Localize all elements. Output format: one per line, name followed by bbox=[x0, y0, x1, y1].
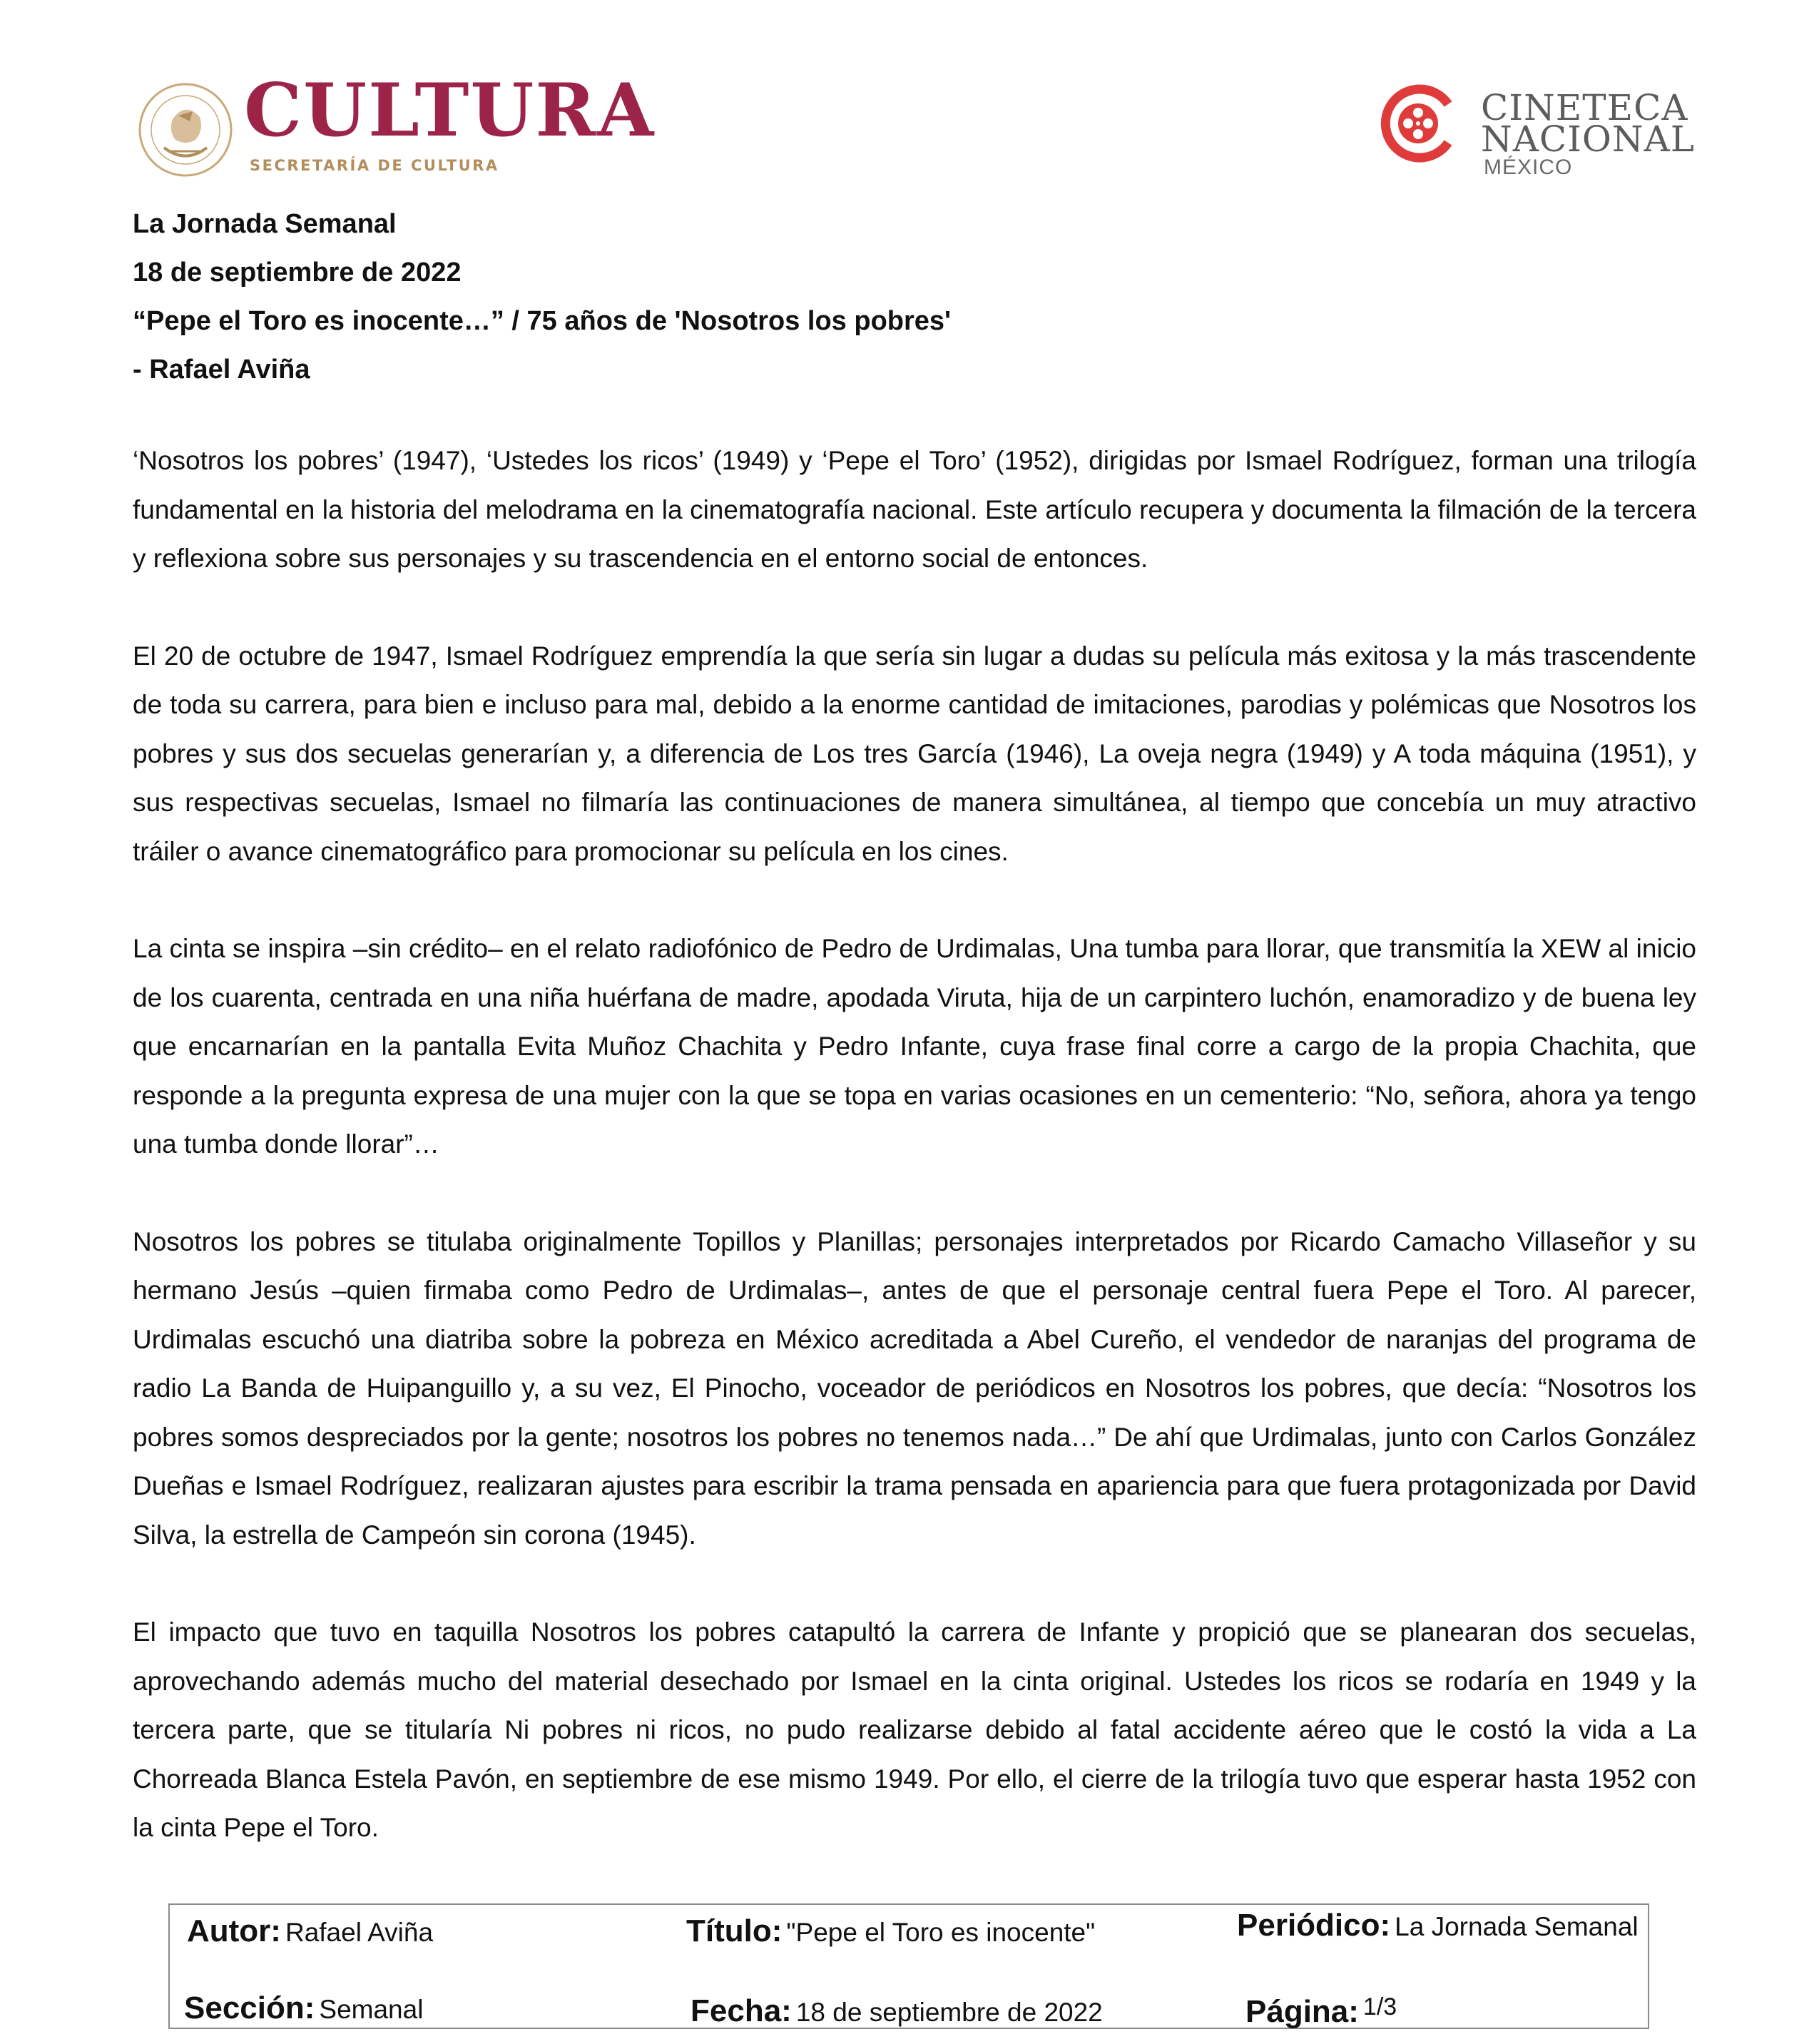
cultura-logo bbox=[136, 68, 656, 187]
seccion-value: Semanal bbox=[319, 1995, 424, 2024]
film-reel-icon bbox=[1377, 84, 1455, 163]
titulo-field bbox=[686, 1913, 1095, 1949]
pagina-label: Página: bbox=[1245, 1994, 1359, 2029]
article-body bbox=[133, 437, 1696, 1901]
publication-name: La Jornada Semanal bbox=[133, 209, 397, 239]
seccion-field bbox=[184, 1990, 423, 2026]
mexican-seal-icon bbox=[136, 80, 235, 180]
titulo-label: Título: bbox=[686, 1913, 783, 1948]
autor-value: Rafael Aviña bbox=[285, 1918, 434, 1947]
cultura-subtitle: SECRETARÍA DE CULTURA bbox=[250, 157, 499, 174]
article-meta bbox=[133, 200, 951, 394]
publication-date: 18 de septiembre de 2022 bbox=[133, 258, 462, 288]
article-author: - Rafael Aviña bbox=[133, 355, 310, 385]
cineteca-word: CINETECA bbox=[1481, 87, 1688, 128]
titulo-value: "Pepe el Toro es inocente" bbox=[786, 1918, 1096, 1947]
seccion-label: Sección: bbox=[184, 1990, 315, 2025]
autor-label: Autor: bbox=[187, 1913, 281, 1948]
nacional-word: NACIONAL bbox=[1481, 118, 1695, 160]
autor-field bbox=[187, 1913, 433, 1949]
periodico-field bbox=[1237, 1908, 1639, 1943]
pagina-value: 1/3 bbox=[1362, 1993, 1397, 2020]
citation-box bbox=[168, 1903, 1649, 2029]
paragraph: ‘Nosotros los pobres’ (1947), ‘Ustedes los ricos’ (1949) y ‘Pepe el Toro’ (1952), dirigidas por Ismael Rodríguez, forman una trilogía fundamental en la historia del melodrama en la cinematografía nacional. Este artículo recupera y documenta la filmación de la tercera y reflexiona sobre sus personajes y su trascendencia en el entorno social de entonces. bbox=[133, 446, 1696, 573]
cultura-wordmark: CULTURA bbox=[244, 68, 656, 153]
article-headline: “Pepe el Toro es inocente…” / 75 años de 'Nosotros los pobres' bbox=[133, 306, 952, 336]
paragraph: Nosotros los pobres se titulaba originalmente Topillos y Planillas; personajes interpretados por Ricardo Camacho Villaseñor y su hermano Jesús –quien firmaba como Pedro de Urdimalas–, antes de que el personaje central fuera Pepe el Toro. Al parecer, Urdimalas escuchó una diatriba sobre la pobreza en México acreditada a Abel Cureño, el vendedor de naranjas del programa de radio La Banda de Huipanguillo y, a su vez, El Pinocho, voceador de periódicos en Nosotros los pobres, que decía: “Nosotros los pobres somos despreciados por la gente; nosotros los pobres no tenemos nada…” De ahí que Urdimalas, junto con Carlos González Dueñas e Ismael Rodríguez, realizaran ajustes para escribir la trama pensada en apariencia para que fuera protagonizada por David Silva, la estrella de Campeón sin corona (1945). bbox=[133, 1226, 1696, 1550]
cineteca-logo bbox=[1377, 84, 1705, 184]
paragraph: La cinta se inspira –sin crédito– en el relato radiofónico de Pedro de Urdimalas, Una tumba para llorar, que transmitía la XEW al inicio de los cuarenta, centrada en una niña huérfana de madre, apodada Viruta, hija de un carpintero luchón, enamoradizo y de buena ley que encarnarían en la pantalla Evita Muñoz Chachita y Pedro Infante, cuya frase final corre a cargo de la propia Chachita, que responde a la pregunta expresa de una mujer con la que se topa en varias ocasiones en un cementerio: “No, señora, ahora ya tengo una tumba donde llorar”… bbox=[133, 934, 1696, 1159]
pagina-field bbox=[1245, 1993, 1397, 2030]
fecha-field bbox=[691, 1993, 1103, 2029]
mexico-word: MÉXICO bbox=[1484, 156, 1573, 179]
periodico-label: Periódico: bbox=[1237, 1908, 1391, 1943]
paragraph: El impacto que tuvo en taquilla Nosotros los pobres catapultó la carrera de Infante y propició que se planearan dos secuelas, aprovechando además mucho del material desechado por Ismael en la cinta original. Ustedes los ricos se rodaría en 1949 y la tercera parte, que se titularía Ni pobres ni ricos, no pudo realizarse debido al fatal accidente aéreo que le costó la vida a La Chorreada Blanca Estela Pavón, en septiembre de ese mismo 1949. Por ello, el cierre de la trilogía tuvo que esperar hasta 1952 con la cinta Pepe el Toro. bbox=[133, 1617, 1696, 1842]
fecha-label: Fecha: bbox=[691, 1993, 792, 2028]
periodico-value: La Jornada Semanal bbox=[1395, 1912, 1639, 1941]
fecha-value: 18 de septiembre de 2022 bbox=[795, 1998, 1103, 2027]
paragraph: El 20 de octubre de 1947, Ismael Rodríguez emprendía la que sería sin lugar a dudas su película más exitosa y la más trascendente de toda su carrera, para bien e incluso para mal, debido a la enorme cantidad de imitaciones, parodias y polémicas que Nosotros los pobres y sus dos secuelas generarían y, a diferencia de Los tres García (1946), La oveja negra (1949) y A toda máquina (1951), y sus respectivas secuelas, Ismael no filmaría las continuaciones de manera simultánea, al tiempo que concebía un muy atractivo tráiler o avance cinematográfico para promocionar su película en los cines. bbox=[133, 641, 1696, 866]
